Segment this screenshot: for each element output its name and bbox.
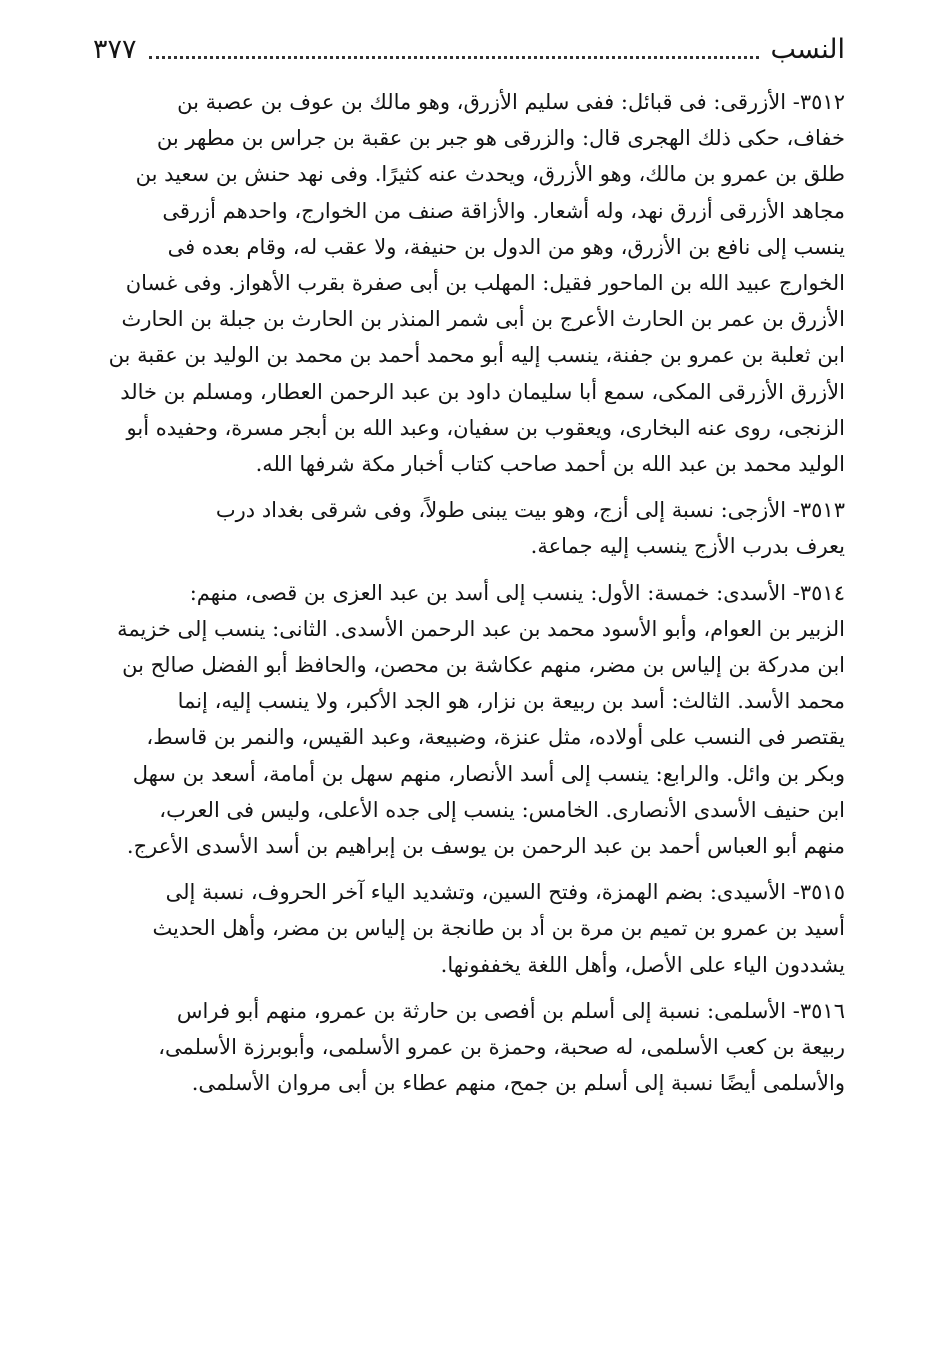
entry-line: يعرف بدرب الأزج ينسب إليه جماعة.	[530, 534, 845, 559]
entry-3514	[91, 575, 845, 865]
entry-line: والأسلمى أيضًا نسبة إلى أسلم بن جمح، منهم عطاء بن أبى مروان الأسلمى.	[191, 1071, 845, 1096]
entry-line: يقتصر فى النسب على أولاده، مثل عنزة، وضبيعة، وعبد القيس، والنمر بن قاسط،	[146, 725, 845, 750]
entry-line: أسيد بن عمرو بن تميم بن مرة بن أد بن طانجة بن إلياس بن مضر، وأهل الحديث	[152, 916, 845, 941]
entry-line: ابن حنيف الأسدى الأنصارى. الخامس: ينسب إلى جده الأعلى، وليس فى العرب،	[159, 797, 845, 822]
entry-line: محمد الأسد. الثالث: أسد بن ربيعة بن نزار، هو الجد الأكبر، ولا ينسب إليه، إنما	[177, 689, 845, 714]
entry-line: ٣٥١٤- الأسدى: خمسة: الأول: ينسب إلى أسد بن عبد العزى بن قصى، منهم:	[189, 580, 845, 605]
entry-line: منهم أبو العباس أحمد بن عبد الرحمن بن يوسف بن إبراهيم بن أسد الأسدى الأعرج.	[126, 834, 845, 859]
entry-line: ٣٥١٣- الأزجى: نسبة إلى أزج، وهو بيت يبنى طولاً، وفى شرقى بغداد درب	[215, 498, 845, 523]
entry-3513	[91, 492, 845, 564]
entry-line: ابن ثعلبة بن عمرو بن جفنة، ينسب إليه أبو محمد أحمد بن محمد بن الوليد بن عقبة بن	[108, 343, 845, 368]
entry-line: يشددون الياء على الأصل، وأهل اللغة يخففونها.	[440, 952, 845, 977]
entry-line: ٣٥١٦- الأسلمى: نسبة إلى أسلم بن أفصى بن حارثة بن عمرو، منهم أبو فراس	[176, 998, 845, 1023]
page-body	[91, 84, 845, 1101]
entry-line: الزنجى، روى عنه البخارى، ويعقوب بن سفيان، وعبد الله بن أبجر مسرة، وحفيده أبو	[126, 415, 845, 440]
entry-line: ينسب إلى نافع بن الأزرق، وهو من الدول بن حنيفة، ولا عقب له، وقام بعده فى	[167, 234, 845, 259]
header-dot-leader	[149, 56, 759, 59]
entry-line: الوليد محمد بن عبد الله بن أحمد صاحب كتاب أخبار مكة شرفها الله.	[255, 452, 845, 477]
entry-line: ربيعة بن كعب الأسلمى، له صحبة، وحمزة بن عمرو الأسلمى، وأبوبرزة الأسلمى،	[158, 1035, 845, 1060]
header-title: النسب	[770, 33, 845, 65]
entry-line: الأزرق بن عمر بن الحارث الأعرج بن أبى شمر المنذر بن الحارث بن جبلة بن الحارث	[121, 307, 845, 332]
entry-line: ٣٥١٥- الأسيدى: بضم الهمزة، وفتح السين، وتشديد الياء آخر الحروف، نسبة إلى	[165, 880, 845, 905]
entry-3515	[91, 874, 845, 983]
entry-line: خفاف، حكى ذلك الهجرى قال: والزرقى هو جبر بن عقبة بن جراس بن مطهر بن	[156, 126, 845, 151]
entry-line: ابن مدركة بن إلياس بن مضر، منهم عكاشة بن محصن، والحافظ أبو الفضل صالح بن	[122, 653, 845, 678]
entry-line: وبكر بن وائل. والرابع: ينسب إلى أسد الأنصار، منهم سهل بن أمامة، أسعد بن سهل	[132, 761, 845, 786]
page-number: ٣٧٧	[93, 33, 137, 65]
running-header	[93, 26, 845, 72]
entry-line: الخوارج عبيد الله بن الماحور فقيل: المهلب بن أبى صفرة بقرب الأهواز. وفى غسان	[125, 271, 845, 296]
entry-line: ٣٥١٢- الأزرقى: فى قبائل: ففى سليم الأزرق، وهو مالك بن عوف بن عصبة بن	[177, 90, 845, 114]
entry-3516	[91, 993, 845, 1102]
entry-line: الزبير بن العوام، وأبو الأسود محمد بن عبد الرحمن الأسدى. الثانى: ينسب إلى خزيمة	[117, 616, 845, 641]
entry-3512	[91, 84, 845, 482]
entry-line: الأزرق الأزرقى المكى، سمع أبا سليمان داود بن عبد الرحمن العطار، ومسلم بن خالد	[120, 379, 845, 404]
entry-line: طلق بن عمرو بن مالك، وهو الأزرق، ويحدث عنه كثيرًا. وفى نهد حنش بن سعيد بن	[135, 162, 845, 187]
entry-line: مجاهد الأزرقى أزرق نهد، وله أشعار. والأزاقة صنف من الخوارج، واحدهم أزرقى	[162, 198, 845, 223]
